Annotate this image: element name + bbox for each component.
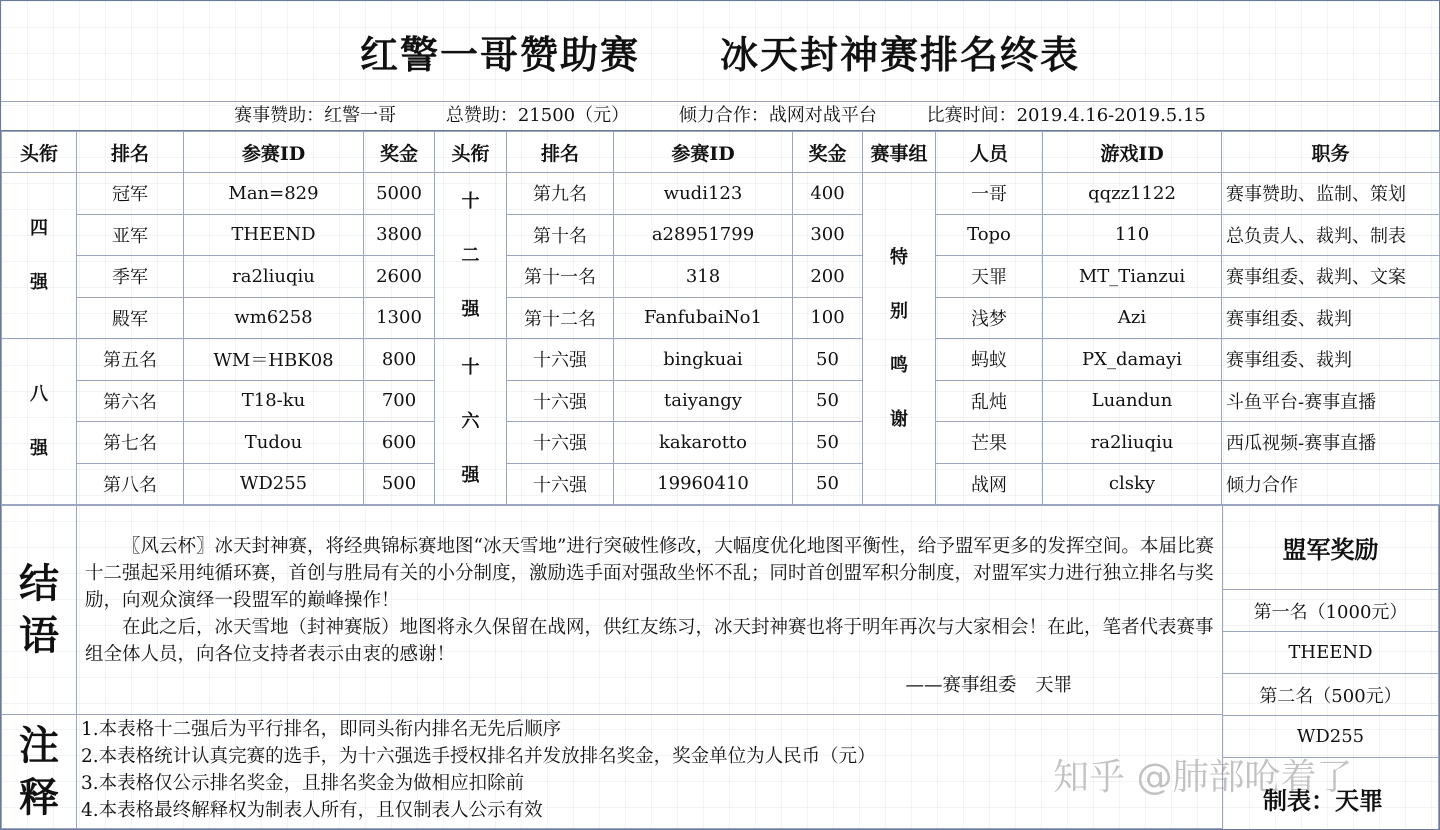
watermark: 知乎 @肺部呛着了 <box>1053 757 1353 798</box>
rank-cell: 第十名 <box>507 214 614 256</box>
prize-cell: 50 <box>793 380 863 422</box>
prize-cell: 300 <box>793 214 863 256</box>
duty-cell: 赛事组委、裁判 <box>1222 297 1440 339</box>
player-id-cell: a28951799 <box>614 214 793 256</box>
player-id-cell: Man=829 <box>184 173 364 215</box>
duty-cell: 总负责人、裁判、制表 <box>1222 214 1440 256</box>
sponsor-text: 赛事赞助：红警一哥 <box>234 105 397 126</box>
title-right: 冰天封神赛排名终表 <box>720 32 1081 77</box>
prize-cell: 2600 <box>364 256 435 298</box>
conclusion-label: 结 语 <box>1 505 77 715</box>
rank-cell: 第五名 <box>77 339 184 381</box>
group-label-top8: 八 强 <box>2 339 77 505</box>
player-id-cell: THEEND <box>184 214 364 256</box>
staff-name-cell: 芒果 <box>936 422 1043 464</box>
prize-cell: 700 <box>364 380 435 422</box>
rank-cell: 第十一名 <box>507 256 614 298</box>
player-id-cell: FanfubaiNo1 <box>614 297 793 339</box>
table-row <box>2 422 1440 464</box>
note-item: 4.本表格最终解释权为制表人所有，且仅制表人公示有效 <box>81 800 543 821</box>
group-label-top4: 四 强 <box>2 173 77 339</box>
table-row <box>2 339 1440 381</box>
duty-cell: 赛事赞助、监制、策划 <box>1222 173 1440 215</box>
rank-cell: 第八名 <box>77 463 184 505</box>
table-row <box>2 297 1440 339</box>
staff-name-cell: 一哥 <box>936 173 1043 215</box>
rank-cell: 冠军 <box>77 173 184 215</box>
rank-cell: 十六强 <box>507 422 614 464</box>
header-cell: 头衔 <box>435 132 507 173</box>
rank-cell: 十六强 <box>507 380 614 422</box>
rank-cell: 第六名 <box>77 380 184 422</box>
group-label-top12: 十 二 强 <box>435 173 507 339</box>
rank-cell: 第九名 <box>507 173 614 215</box>
prize-cell: 1300 <box>364 297 435 339</box>
game-id-cell: 110 <box>1043 214 1222 256</box>
player-id-cell: WM＝HBK08 <box>184 339 364 381</box>
allied-first-label: 第一名（1000元） <box>1223 590 1438 632</box>
ranking-table <box>1 131 1440 505</box>
rank-cell: 季军 <box>77 256 184 298</box>
notes-label: 注 释 <box>1 714 77 829</box>
duty-cell: 斗鱼平台-赛事直播 <box>1222 380 1440 422</box>
prize-cell: 500 <box>364 463 435 505</box>
player-id-cell: kakarotto <box>614 422 793 464</box>
game-id-cell: PX_damayi <box>1043 339 1222 381</box>
rank-cell: 第七名 <box>77 422 184 464</box>
prize-cell: 50 <box>793 422 863 464</box>
group-label-special-thanks: 特 别 鸣 谢 <box>863 173 936 505</box>
prize-cell: 50 <box>793 339 863 381</box>
game-id-cell: qqzz1122 <box>1043 173 1222 215</box>
prize-cell: 5000 <box>364 173 435 215</box>
header-cell: 头衔 <box>2 132 77 173</box>
note-item: 2.本表格统计认真完赛的选手，为十六强选手授权排名并发放排名奖金，奖金单位为人民币（元） <box>81 746 876 767</box>
rank-cell: 十六强 <box>507 463 614 505</box>
player-id-cell: T18-ku <box>184 380 364 422</box>
header-cell: 赛事组 <box>863 132 936 173</box>
table-header-row <box>2 132 1440 173</box>
prize-cell: 600 <box>364 422 435 464</box>
rank-cell: 第十二名 <box>507 297 614 339</box>
staff-name-cell: 天罪 <box>936 256 1043 298</box>
allied-first-id: THEEND <box>1223 632 1438 674</box>
game-id-cell: ra2liuqiu <box>1043 422 1222 464</box>
duty-cell: 赛事组委、裁判、文案 <box>1222 256 1440 298</box>
prize-cell: 400 <box>793 173 863 215</box>
game-id-cell: Azi <box>1043 297 1222 339</box>
header-cell: 参赛ID <box>614 132 793 173</box>
player-id-cell: bingkuai <box>614 339 793 381</box>
staff-name-cell: 战网 <box>936 463 1043 505</box>
table-row <box>2 380 1440 422</box>
group-label-top16: 十 六 强 <box>435 339 507 505</box>
table-row <box>2 463 1440 505</box>
staff-name-cell: 浅梦 <box>936 297 1043 339</box>
game-id-cell: MT_Tianzui <box>1043 256 1222 298</box>
partner-text: 倾力合作：战网对战平台 <box>678 105 877 126</box>
prize-cell: 200 <box>793 256 863 298</box>
notes-body <box>76 714 1223 829</box>
sheet-title <box>1 1 1439 102</box>
total-sponsor-text: 总赞助：21500（元） <box>445 105 630 126</box>
rank-cell: 殿军 <box>77 297 184 339</box>
player-id-cell: wudi123 <box>614 173 793 215</box>
player-id-cell: ra2liuqiu <box>184 256 364 298</box>
note-item: 3.本表格仅公示排名奖金，且排名奖金为做相应扣除前 <box>81 773 525 794</box>
header-cell: 人员 <box>936 132 1043 173</box>
player-id-cell: taiyangy <box>614 380 793 422</box>
header-cell: 游戏ID <box>1043 132 1222 173</box>
duty-cell: 倾力合作 <box>1222 463 1440 505</box>
table-row <box>2 214 1440 256</box>
table-maker: 制表：天罪 <box>1263 787 1383 815</box>
duty-cell: 西瓜视频-赛事直播 <box>1222 422 1440 464</box>
allied-second-label: 第二名（500元） <box>1223 674 1438 716</box>
player-id-cell: Tudou <box>184 422 364 464</box>
game-id-cell: Luandun <box>1043 380 1222 422</box>
table-row <box>2 173 1440 215</box>
prize-cell: 100 <box>793 297 863 339</box>
player-id-cell: 19960410 <box>614 463 793 505</box>
staff-name-cell: 乱炖 <box>936 380 1043 422</box>
player-id-cell: 318 <box>614 256 793 298</box>
header-cell: 参赛ID <box>184 132 364 173</box>
header-cell: 排名 <box>77 132 184 173</box>
note-item: 1.本表格十二强后为平行排名，即同头衔内排名无先后顺序 <box>81 719 562 740</box>
allied-second-id: WD255 <box>1223 716 1438 758</box>
rank-cell: 亚军 <box>77 214 184 256</box>
header-cell: 职务 <box>1222 132 1440 173</box>
conclusion-body <box>76 505 1223 715</box>
prize-cell: 3800 <box>364 214 435 256</box>
title-left: 红警一哥赞助赛 <box>359 32 640 77</box>
rank-cell: 十六强 <box>507 339 614 381</box>
prize-cell: 50 <box>793 463 863 505</box>
sheet-subtitle <box>1 102 1439 131</box>
header-cell: 奖金 <box>793 132 863 173</box>
allied-reward-title: 盟军奖励 <box>1223 506 1438 590</box>
header-cell: 排名 <box>507 132 614 173</box>
game-id-cell: clsky <box>1043 463 1222 505</box>
match-time-text: 比赛时间：2019.4.16-2019.5.15 <box>926 105 1206 126</box>
header-cell: 奖金 <box>364 132 435 173</box>
prize-cell: 800 <box>364 339 435 381</box>
conclusion-paragraph-2: 在此之后，冰天雪地（封神赛版）地图将永久保留在战网，供红友练习，冰天封神赛也将于明年再次与大家相会！在此，笔者代表赛事组全体人员，向各位支持者表示由衷的感谢！ <box>85 617 1214 665</box>
conclusion-signature: ——赛事组委 天罪 <box>905 675 1072 696</box>
staff-name-cell: Topo <box>936 214 1043 256</box>
table-row <box>2 256 1440 298</box>
staff-name-cell: 蚂蚁 <box>936 339 1043 381</box>
player-id-cell: WD255 <box>184 463 364 505</box>
duty-cell: 赛事组委、裁判 <box>1222 339 1440 381</box>
conclusion-paragraph-1: 〖风云杯〗冰天封神赛，将经典锦标赛地图“冰天雪地”进行突破性修改，大幅度优化地图平衡性，给予盟军更多的发挥空间。本届比赛十二强起采用纯循环赛，首创与胜局有关的小分制度，激励选手面对强敌坐怀不乱；同时首创盟军积分制度，对盟军实力进行独立排名与奖励，向观众演绎一段盟军的巅峰操作！ <box>85 536 1214 611</box>
player-id-cell: wm6258 <box>184 297 364 339</box>
